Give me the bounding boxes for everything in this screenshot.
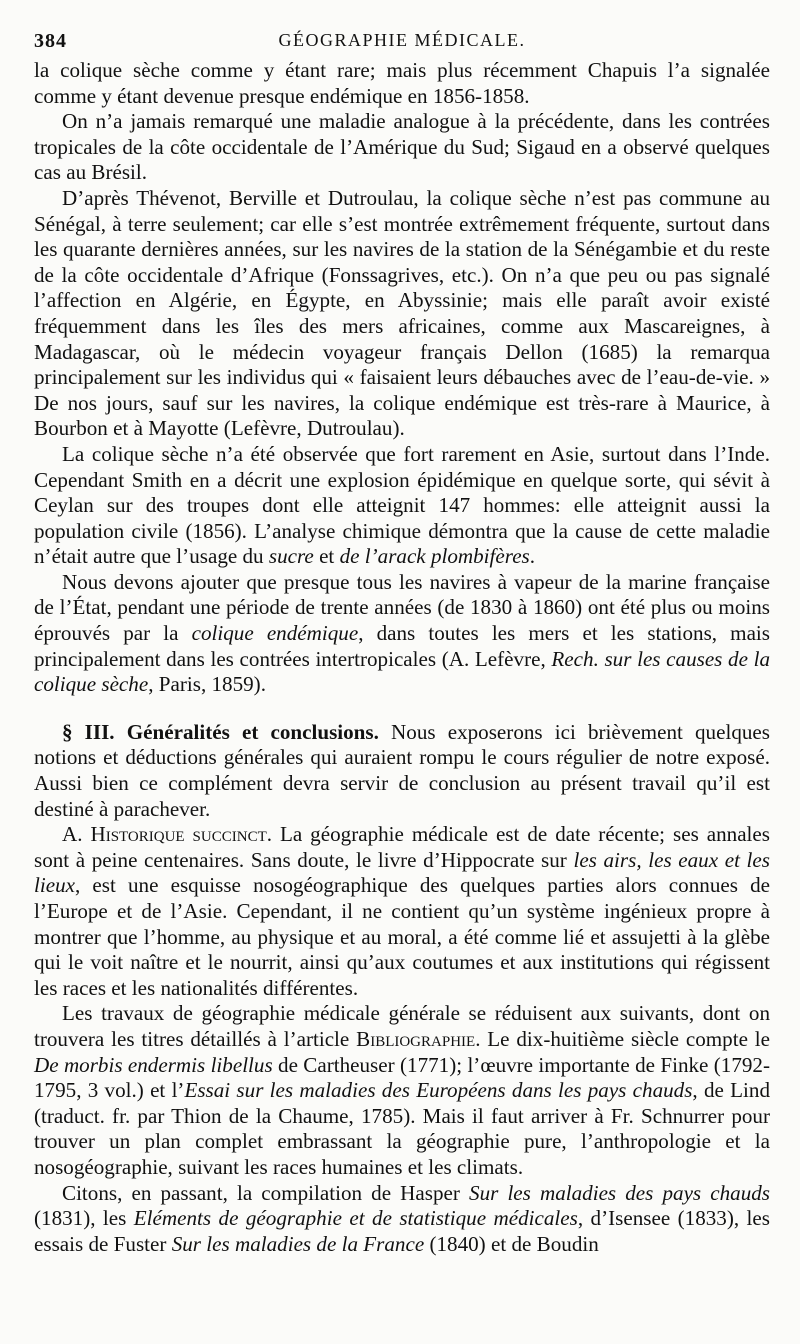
section-heading: § III. Généralités et conclusions. <box>62 719 379 744</box>
italic-title: Sur les maladies de la France <box>171 1231 425 1256</box>
paragraph-text: . <box>529 544 536 569</box>
italic-title: Sur les maladies des pays chauds <box>469 1180 771 1205</box>
paragraph-text: D’après Thévenot, Berville et Dutroulau, la colique sèche n’est pas commune au Sénégal, à terre seulement; car elle s’est montrée extrêmement fréquente, surtout dans les quarante dernières années, sur les navires de la station de la Sénégambie et du reste de la côte occidentale d’Afrique (Fonssagrives, etc.). On n’a que peu ou pas signalé l’affection en Algérie, en Égypte, en Abyssinie; mais elle paraît avoir existé fréquemment dans les îles des mers africaines, comme aux Mascareignes, à Madagascar, où le médecin voyageur français Dellon (1685) la remarqua principalement sur les individus qui « faisaient leurs débauches avec de l’eau-de-vie. » De nos jours, sauf sur les navires, la colique endémique est très-rare à Maurice, à Bourbon et à Mayotte (Lefèvre, Dutroulau). <box>34 185 770 441</box>
paragraph <box>34 570 770 698</box>
paragraph-text: La géographie médicale est de date récente; ses annales sont à peine centenaires. Sans doute, le livre d’Hippocrate sur <box>34 822 770 872</box>
paragraph-text: , dans toutes les mers et les stations, mais principalement dans les contrées intertropicales (A. Lefèvre, <box>34 621 771 671</box>
paragraph-text: , Paris, 1859). <box>148 672 266 697</box>
paragraph-text: , est une esquisse nosogéographique des quelques parties alors connues de l’Europe et de l’Asie. Cependant, il ne contient qu’un système ingénieux propre à montrer que l’homme, au physique et au moral, a été comme lié et assujetti à la glèbe qui le voit naître et le nourrit, ainsi qu’aux coutumes et aux institutions qui régissent les races et les nationalités différentes. <box>34 873 770 1000</box>
italic-term: de l’arack plombifères <box>339 544 530 569</box>
paragraph-text: . Le dix-huitième siècle compte le <box>475 1026 770 1051</box>
paragraph-text: la colique sèche comme y étant rare; mais plus récemment Chapuis l’a signalée comme y étant devenue presque endémique en 1856-1858. <box>34 58 770 108</box>
page-number: 384 <box>34 30 67 52</box>
paragraph-text: , de Lind (traduct. fr. par Thion de la Chaume, 1785). Mais il faut arriver à Fr. Schnurrer pour trouver un plan complet embrassant la géographie pure, l’anthropologie et la nosogéographie, suivant les races humaines et les climats. <box>34 1078 770 1179</box>
subsection-heading: A. Historique succinct. <box>62 822 273 847</box>
italic-term: colique endémique <box>191 621 359 646</box>
body-text <box>34 58 770 1257</box>
italic-title: Eléments de géographie et de statistique médicales <box>133 1206 578 1231</box>
cross-reference: Bibliographie <box>356 1026 476 1051</box>
italic-title: Essai sur les maladies des Européens dans les pays chauds <box>184 1078 693 1103</box>
paragraph <box>34 1181 770 1258</box>
paragraph-text: de Cartheuser (1771); l’œuvre importante de Finke (1792-1795, 3 vol.) et l’ <box>34 1052 771 1103</box>
paragraph-text: La colique sèche n’a été observée que fort rarement en Asie, surtout dans l’Inde. Cependant Smith en a décrit une explosion épidémique en quelque sorte, qui sévit à Ceylan sur des troupes dont elle atteignit 147 hommes: elle atteignit aussi la population civile (1856). L’analyse chimique démontra que la cause de cette maladie n’était autre que l’usage du <box>34 441 770 569</box>
paragraph <box>34 1001 770 1180</box>
italic-title: De morbis endermis libellus <box>34 1052 273 1077</box>
paragraph-text: et <box>313 544 340 569</box>
paragraph-text: (1840) et de Boudin <box>424 1231 599 1256</box>
paragraph-text: , d’Isensee (1833), les essais de Fuster <box>34 1206 770 1256</box>
section-spacer <box>34 698 770 720</box>
paragraph <box>34 822 770 1001</box>
paragraph-text: On n’a jamais remarqué une maladie analogue à la précédente, dans les contrées tropicales de la côte occidentale de l’Amérique du Sud; Sigaud en a observé quelques cas au Brésil. <box>34 109 770 185</box>
running-title: GÉOGRAPHIE MÉDICALE. <box>278 30 526 50</box>
paragraph-text: Les travaux de géographie médicale générale se réduisent aux suivants, dont on trouvera les titres détaillés à l’article <box>34 1001 770 1051</box>
paragraph <box>34 186 770 442</box>
page-header <box>34 22 770 58</box>
section-paragraph <box>34 720 770 822</box>
paragraph <box>34 442 770 570</box>
paragraph-text: (1831), les <box>34 1206 134 1231</box>
paragraph-text: Nous devons ajouter que presque tous les navires à vapeur de la marine française de l’État, pendant une période de trente années (de 1830 à 1860) ont été plus ou moins éprouvés par la <box>34 569 770 646</box>
italic-title: les airs, les eaux et les lieux <box>34 847 770 898</box>
paragraph <box>34 109 770 186</box>
italic-citation: Rech. sur les causes de la colique sèche <box>34 646 770 697</box>
italic-term: sucre <box>268 544 314 569</box>
paragraph <box>34 58 770 109</box>
paragraph-text: Nous exposerons ici brièvement quelques notions et déductions générales qui auraient rompu le cours régulier de notre exposé. Aussi bien ce complément devra servir de conclusion au présent travail qu’il est destiné à parachever. <box>34 719 770 821</box>
paragraph-text: Citons, en passant, la compilation de Hasper <box>62 1180 470 1205</box>
